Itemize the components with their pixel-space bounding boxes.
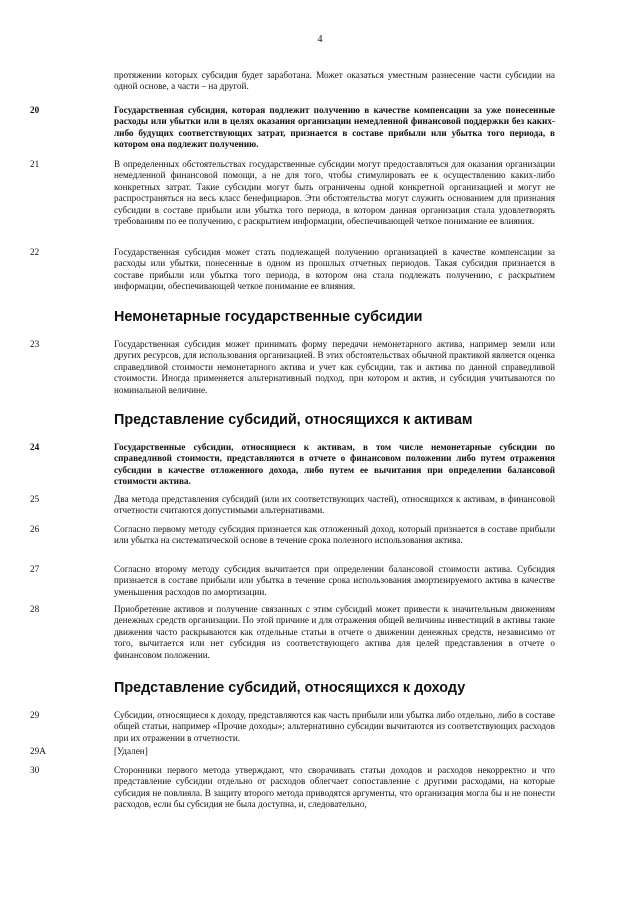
paragraph-text: Государственные субсидии, относящиеся к активам, в том числе немонетарные субсидии по справедливой стоимости, представляются в отчете о финансовом положении либо путем отражения субсидии в качестве отложенного дохода, либо путем ее вычитания при определении балансовой стоимости актива. [114, 442, 555, 487]
paragraph-number: 30 [30, 765, 40, 775]
paragraph-28 [30, 604, 610, 661]
paragraph-number: 25 [30, 494, 40, 504]
paragraph-text: Приобретение активов и получение связанных с этим субсидий может привести к значительным движениям денежных средств организации. По этой причине и для отражения общей величины инвестиций в активы такие движения часто раскрываются как отдельные статьи в отчете о движении денежных средств, независимо от того, вычитается или нет субсидия из соответствующего актива для целей представления в отчете о финансовом положении. [114, 604, 555, 660]
paragraph-29 [30, 710, 610, 744]
paragraph-number: 23 [30, 339, 40, 349]
paragraph-text: В определенных обстоятельствах государственные субсидии могут предоставляться для оказания организации немедленной финансовой помощи, а не для того, чтобы стимулировать ее к осуществлению каких-либо конкретных затрат. Такие субсидии могут быть ограничены одной конкретной организацией и могут не распространяться на весь класс бенефициаров. Эти обстоятельства могут служить основанием для признания субсидии в составе прибыли или убытка того периода, в котором данная организация стала удовлетворять требованиям по ее получению, с раскрытием информации, обеспечивающей четкое понимание ее влияния. [114, 159, 555, 227]
paragraph-text: Согласно второму методу субсидия вычитается при определении балансовой стоимости актива. Субсидия признается в составе прибыли или убытка в течение срока использования амортизируемого актива в качестве уменьшения расходов по амортизации. [114, 564, 555, 597]
paragraph-23 [30, 339, 610, 396]
paragraph-20 [30, 105, 610, 151]
page-number: 4 [317, 34, 323, 45]
paragraph-27 [30, 564, 610, 598]
paragraph-text: Государственная субсидия, которая подлежит получению в качестве компенсации за уже понесенные расходы или убытки или в целях оказания организации немедленной финансовой поддержки без каких-либо будущих соответствующих затрат, признается в составе прибыли или убытка того периода, в котором она подлежит получению. [114, 105, 555, 150]
paragraph-number: 24 [30, 442, 40, 452]
paragraph-number: 26 [30, 524, 40, 534]
paragraph-text: Государственная субсидия может принимать форму передачи немонетарного актива, например земли или других ресурсов, для использования организацией. В этих обстоятельствах обычной практикой является оценка справедливой стоимости немонетарного актива и учет как субсидии, так и актива по данной справедливой стоимости. Иногда применяется альтернативный подход, при котором и актив, и субсидия учитываются по номинальной величине. [114, 339, 555, 395]
paragraph-21 [30, 159, 610, 227]
paragraph-number: 20 [30, 105, 40, 115]
paragraph-text: [Удален] [114, 746, 148, 756]
paragraph-number: 28 [30, 604, 40, 614]
paragraph-text: Субсидии, относящиеся к доходу, представляются как часть прибыли или убытка либо отдельно, либо в составе общей статьи, например «Прочие доходы»; альтернативно субсидии вычитаются из соответствующих расходов при их отражении в отчетности. [114, 710, 555, 743]
paragraph-number: 21 [30, 159, 40, 169]
paragraph-number: 22 [30, 247, 40, 257]
paragraph-number: 27 [30, 564, 40, 574]
paragraph-25 [30, 494, 610, 517]
paragraph-number: 29A [30, 746, 46, 756]
paragraph-text: Два метода представления субсидий (или их соответствующих частей), относящихся к активам, в финансовой отчетности считаются допустимыми альтернативами. [114, 494, 555, 516]
section-heading-assets: Представление субсидий, относящихся к активам [114, 412, 473, 428]
paragraph-text: Согласно первому методу субсидия признается как отложенный доход, который признается в составе прибыли или убытка на систематической основе в течение срока полезного использования актива. [114, 524, 555, 546]
paragraph-24 [30, 442, 610, 488]
section-heading-income: Представление субсидий, относящихся к доходу [114, 680, 466, 696]
paragraph-29a [30, 746, 610, 757]
continuation-text: протяжении которых субсидия будет заработана. Может оказаться уместным разнесение части субсидии на одной основе, а части – на другой. [114, 70, 555, 92]
paragraph-number: 29 [30, 710, 40, 720]
paragraph-22 [30, 247, 610, 293]
paragraph-30 [30, 765, 610, 811]
paragraph-text: Государственная субсидия может стать подлежащей получению организацией в качестве компенсации за расходы или убытки, понесенные в одном из прошлых отчетных периодов. Такая субсидия признается в составе прибыли или убытка того периода, в котором она стала подлежать получению, с раскрытием информации, обеспечивающей четкое понимание ее влияния. [114, 247, 555, 292]
paragraph-26 [30, 524, 610, 547]
paragraph-text: Сторонники первого метода утверждают, что сворачивать статьи доходов и расходов некорректно и что представление субсидии отдельно от расходов облегчает сопоставление с другими расходами, на которые субсидия не повлияла. В защиту второго метода приводятся аргументы, что организация могла бы и не понести расходов, если бы субсидия не была доступна, и, следовательно, [114, 765, 555, 810]
section-heading-nonmonetary: Немонетарные государственные субсидии [114, 309, 423, 325]
